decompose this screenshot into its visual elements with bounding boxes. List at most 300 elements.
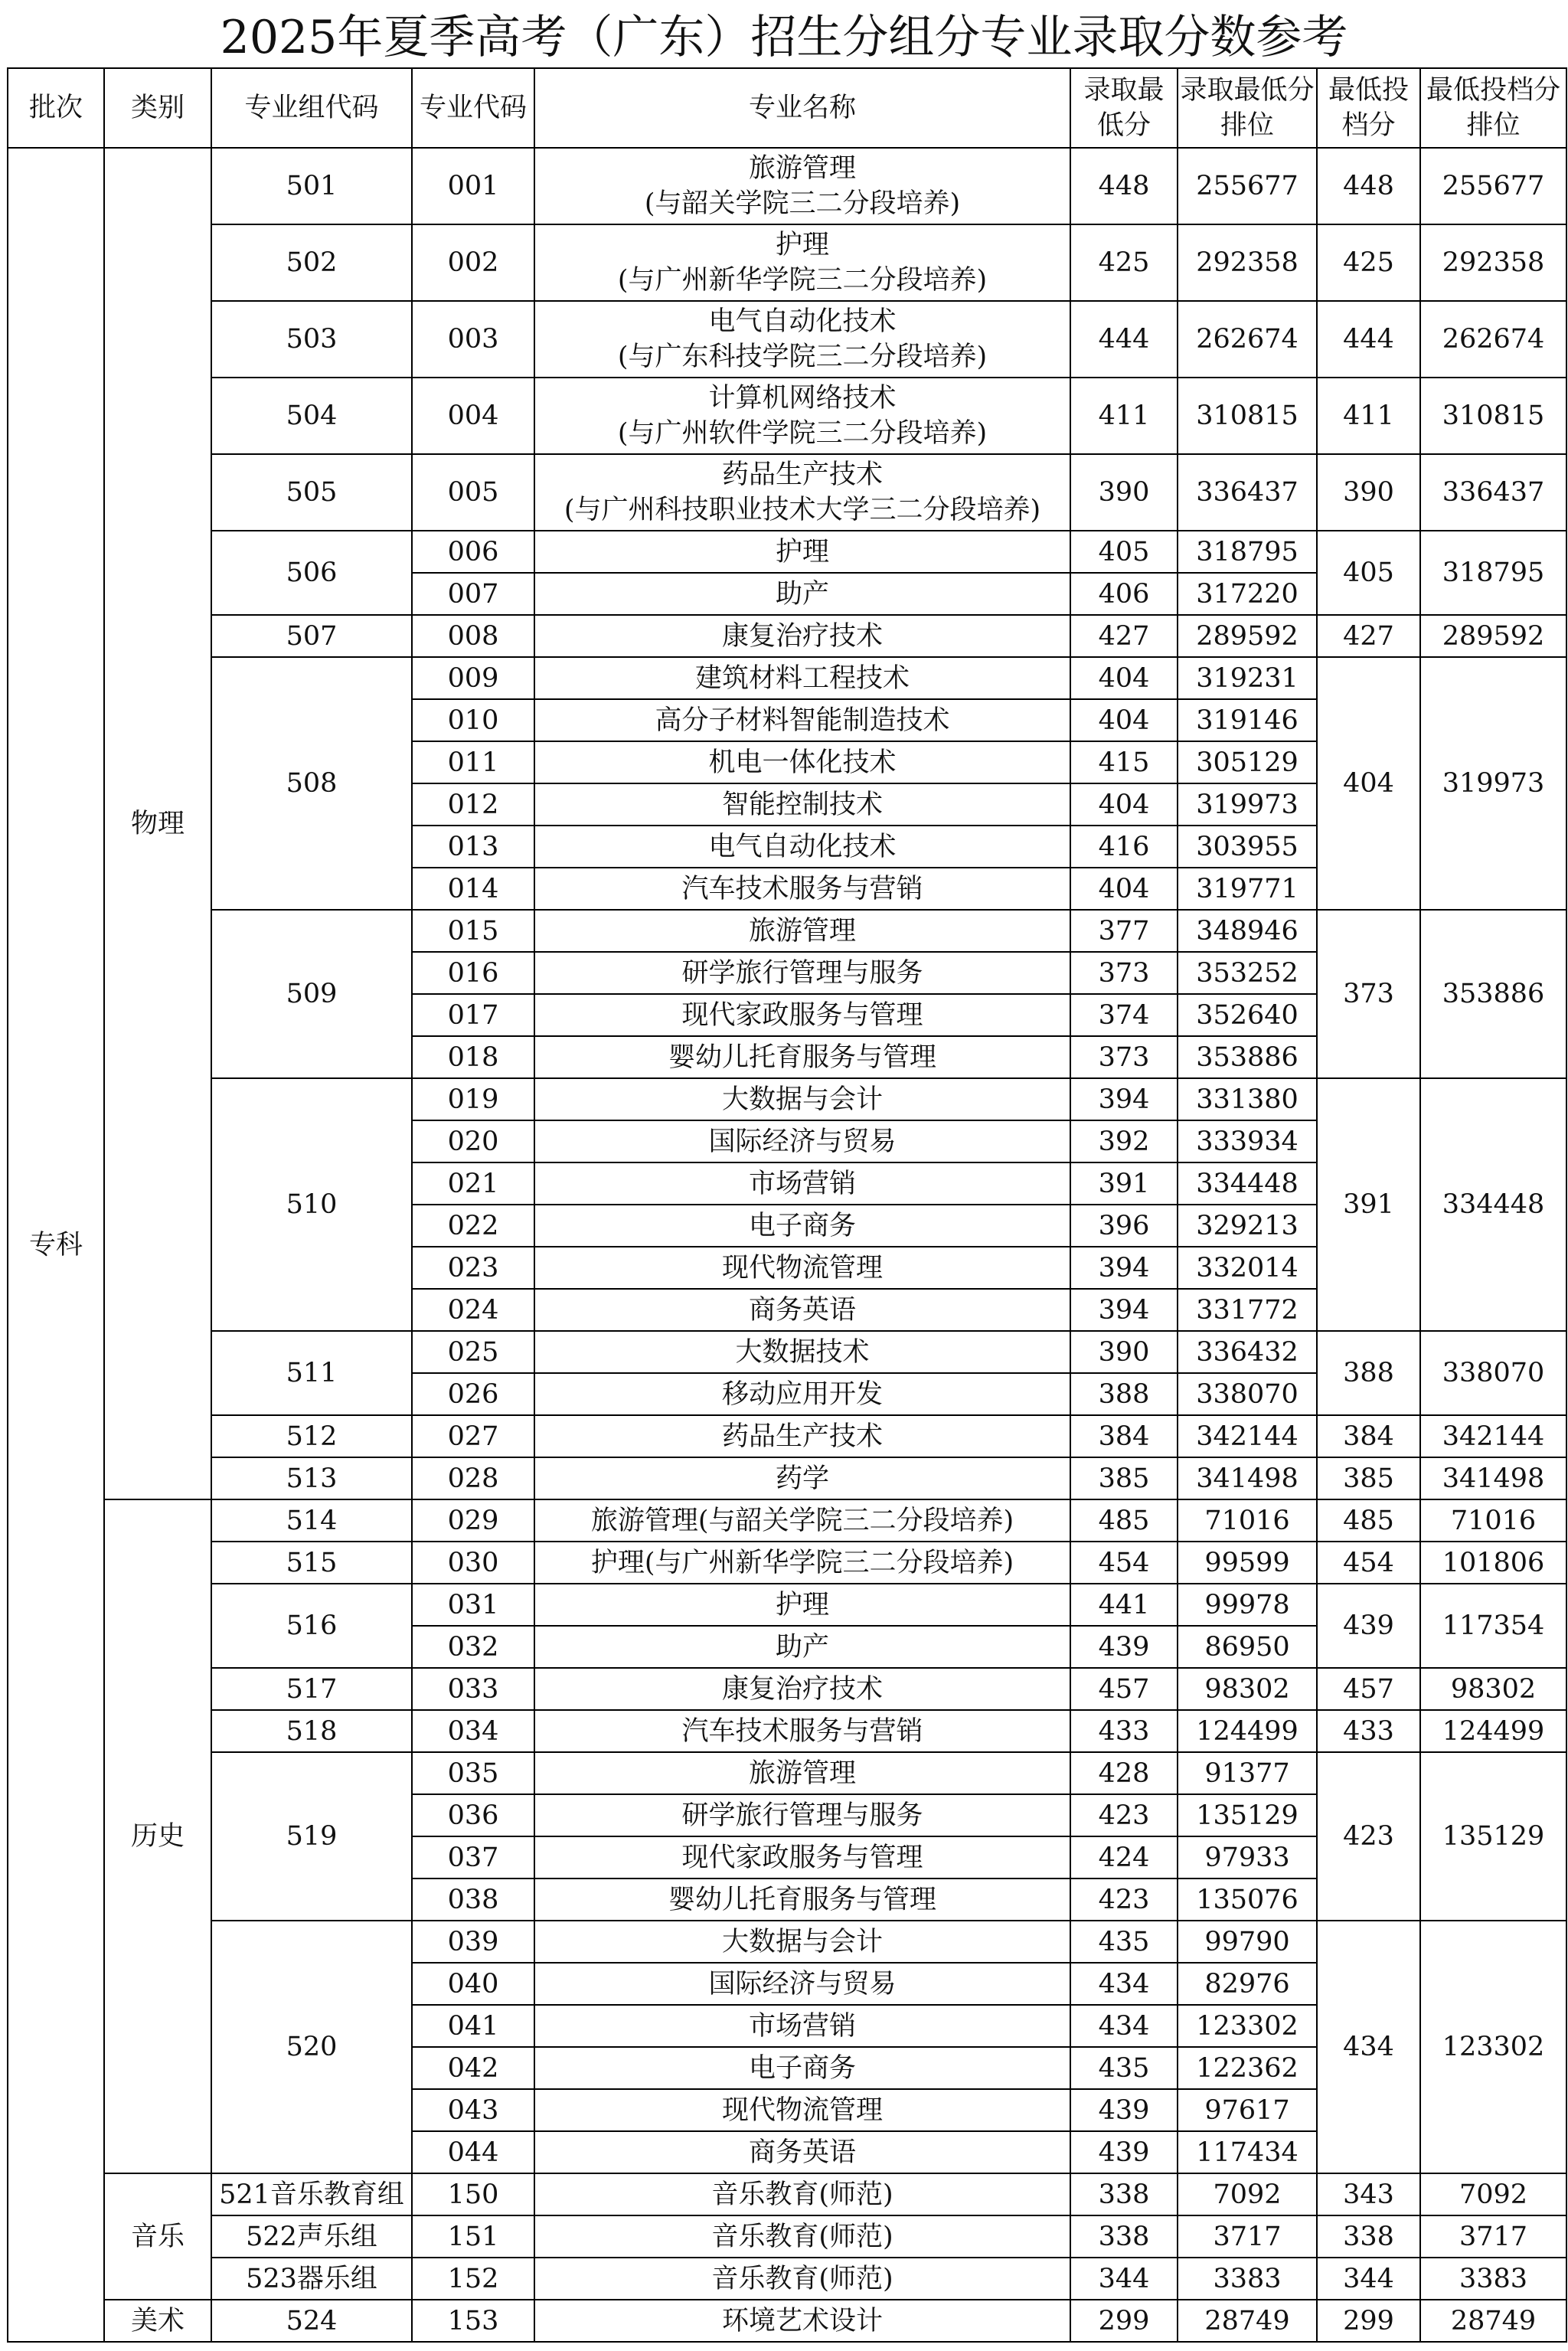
min-file-score-cell: 425 [1317,224,1420,301]
min-rank-cell: 82976 [1178,1963,1317,2005]
major-code-cell: 013 [412,826,534,868]
min-score-cell: 439 [1070,2131,1178,2173]
major-code-cell: 028 [412,1457,534,1499]
major-code-cell: 030 [412,1542,534,1584]
min-file-rank-cell: 336437 [1420,454,1566,531]
min-score-cell: 423 [1070,1794,1178,1836]
table-row [8,224,1566,301]
table-row [8,378,1566,454]
major-code-cell: 031 [412,1584,534,1626]
min-file-rank-cell: 117354 [1420,1584,1566,1668]
group-code-cell: 519 [211,1752,412,1921]
min-file-rank-cell: 135129 [1420,1752,1566,1921]
table-row [8,1584,1566,1626]
major-code-cell: 017 [412,994,534,1036]
major-code-cell: 023 [412,1247,534,1289]
min-score-cell: 338 [1070,2215,1178,2258]
min-file-score-cell: 427 [1317,615,1420,657]
min-file-score-cell: 344 [1317,2258,1420,2300]
min-file-rank-cell: 98302 [1420,1668,1566,1710]
major-name-cell [534,2300,1070,2342]
major-name-cell [534,2215,1070,2258]
min-file-rank-cell: 310815 [1420,378,1566,454]
min-rank-cell: 332014 [1178,1247,1317,1289]
major-code-cell: 024 [412,1289,534,1331]
header-row [8,68,1566,148]
batch-cell: 专科 [8,148,104,2342]
group-code-cell: 505 [211,454,412,531]
major-name-cell [534,657,1070,699]
major-name: 研学旅行管理与服务 [681,1800,923,1831]
min-score-cell: 391 [1070,1162,1178,1205]
major-code-cell: 020 [412,1120,534,1162]
major-name-cell [534,741,1070,783]
min-rank-cell: 336437 [1178,454,1317,531]
min-file-rank-cell: 334448 [1420,1078,1566,1331]
min-file-rank-cell: 71016 [1420,1499,1566,1542]
major-code-cell: 001 [412,148,534,224]
min-rank-cell: 97933 [1178,1836,1317,1879]
min-rank-cell: 341498 [1178,1457,1317,1499]
major-name: 市场营销 [748,1168,856,1199]
min-score-cell: 299 [1070,2300,1178,2342]
major-name: 药品生产技术 [721,459,883,490]
major-name-cell [534,301,1070,378]
major-name-cell [534,1584,1070,1626]
group-code-cell: 506 [211,531,412,615]
table-row [8,1710,1566,1752]
min-rank-cell: 123302 [1178,2005,1317,2047]
major-name-cell [534,2089,1070,2131]
major-name: 现代物流管理 [721,2094,883,2126]
min-score-cell: 404 [1070,868,1178,910]
major-code-cell: 010 [412,699,534,741]
major-name-cell [534,1331,1070,1373]
min-score-cell: 404 [1070,783,1178,826]
major-name: 国际经济与贸易 [708,1968,897,1999]
min-rank-cell: 117434 [1178,2131,1317,2173]
min-file-rank-cell: 289592 [1420,615,1566,657]
major-code-cell: 026 [412,1373,534,1415]
min-score-cell: 394 [1070,1247,1178,1289]
major-name-cell [534,2258,1070,2300]
min-file-score-cell: 405 [1317,531,1420,615]
major-code-cell: 040 [412,1963,534,2005]
min-file-score-cell: 338 [1317,2215,1420,2258]
group-code-cell: 510 [211,1078,412,1331]
group-code-cell: 522声乐组 [211,2215,412,2258]
page-title: 2025年夏季高考（广东）招生分组分专业录取分数参考 [220,11,1348,64]
min-score-cell: 434 [1070,1963,1178,2005]
min-file-score-cell: 373 [1317,910,1420,1078]
table-row [8,1415,1566,1457]
major-code-cell: 016 [412,952,534,994]
min-score-cell: 373 [1070,1036,1178,1078]
major-code-cell: 015 [412,910,534,952]
min-score-cell: 411 [1070,378,1178,454]
min-file-score-cell: 448 [1317,148,1420,224]
min-rank-cell: 352640 [1178,994,1317,1036]
major-name: 助产 [775,1631,829,1663]
major-name-note: (与广州科技职业技术大学三二分段培养) [564,495,1041,525]
major-code-cell: 027 [412,1415,534,1457]
major-name: 现代物流管理 [721,1252,883,1283]
table-row [8,1078,1566,1120]
min-rank-cell: 292358 [1178,224,1317,301]
major-name: 现代家政服务与管理 [681,1842,923,1873]
major-name-cell [534,868,1070,910]
min-score-cell: 390 [1070,454,1178,531]
min-score-cell: 444 [1070,301,1178,378]
group-code-cell: 501 [211,148,412,224]
min-score-cell: 344 [1070,2258,1178,2300]
major-name-note: (与广州新华学院三二分段培养) [617,265,988,296]
min-rank-cell: 329213 [1178,1205,1317,1247]
min-file-score-cell: 391 [1317,1078,1420,1331]
min-file-rank-cell: 3383 [1420,2258,1566,2300]
min-score-cell: 439 [1070,2089,1178,2131]
major-code-cell: 019 [412,1078,534,1120]
min-rank-cell: 348946 [1178,910,1317,952]
min-rank-cell: 7092 [1178,2173,1317,2215]
major-code-cell: 153 [412,2300,534,2342]
major-code-cell: 022 [412,1205,534,1247]
major-name: 旅游管理(与韶关学院三二分段培养) [590,1505,1014,1536]
group-code-cell: 516 [211,1584,412,1668]
major-name-cell [534,1120,1070,1162]
min-rank-cell: 334448 [1178,1162,1317,1205]
major-code-cell: 008 [412,615,534,657]
major-code-cell: 007 [412,573,534,615]
major-name-cell [534,1921,1070,1963]
table-row [8,615,1566,657]
min-file-rank-cell: 101806 [1420,1542,1566,1584]
min-file-score-cell: 384 [1317,1415,1420,1457]
min-rank-cell: 99599 [1178,1542,1317,1584]
major-name: 国际经济与贸易 [708,1126,897,1157]
group-code-cell: 513 [211,1457,412,1499]
major-name: 环境艺术设计 [721,2305,883,2336]
major-name-cell [534,1752,1070,1794]
major-name-cell [534,1499,1070,1542]
major-name: 婴幼儿托育服务与管理 [668,1884,936,1915]
min-score-cell: 394 [1070,1078,1178,1120]
major-name: 移动应用开发 [721,1378,883,1410]
major-name: 护理 [775,230,829,260]
min-file-rank-cell: 292358 [1420,224,1566,301]
major-name: 护理 [775,1589,829,1620]
admission-score-table [7,67,1567,2343]
min-rank-cell: 318795 [1178,531,1317,573]
major-name: 大数据与会计 [721,1084,883,1115]
major-name-cell [534,224,1070,301]
major-name: 旅游管理 [748,1758,856,1789]
major-name: 机电一体化技术 [708,747,897,778]
table-row [8,1542,1566,1584]
min-score-cell: 384 [1070,1415,1178,1457]
min-rank-cell: 135129 [1178,1794,1317,1836]
major-name-cell [534,1036,1070,1078]
min-rank-cell: 3383 [1178,2258,1317,2300]
min-score-cell: 435 [1070,1921,1178,1963]
major-name-cell [534,1626,1070,1668]
min-file-score-cell: 457 [1317,1668,1420,1710]
table-row [8,2300,1566,2342]
major-name: 旅游管理 [748,153,856,184]
major-name: 商务英语 [748,1294,856,1326]
major-code-cell: 037 [412,1836,534,1879]
min-rank-cell: 97617 [1178,2089,1317,2131]
table-row [8,1331,1566,1373]
min-rank-cell: 317220 [1178,573,1317,615]
min-rank-cell: 336432 [1178,1331,1317,1373]
min-file-score-cell: 433 [1317,1710,1420,1752]
major-name-cell [534,1542,1070,1584]
table-row [8,910,1566,952]
table-row [8,1457,1566,1499]
min-file-score-cell: 385 [1317,1457,1420,1499]
min-file-rank-cell: 318795 [1420,531,1566,615]
major-name: 智能控制技术 [721,789,883,820]
min-file-score-cell: 444 [1317,301,1420,378]
min-rank-cell: 303955 [1178,826,1317,868]
major-name: 建筑材料工程技术 [694,662,910,694]
min-file-rank-cell: 342144 [1420,1415,1566,1457]
major-name-cell [534,699,1070,741]
min-file-rank-cell: 7092 [1420,2173,1566,2215]
min-file-rank-cell: 319973 [1420,657,1566,910]
min-file-score-cell: 343 [1317,2173,1420,2215]
major-name: 药品生产技术 [721,1421,883,1452]
major-code-cell: 036 [412,1794,534,1836]
min-rank-cell: 353886 [1178,1036,1317,1078]
table-row [8,657,1566,699]
group-code-cell: 515 [211,1542,412,1584]
min-rank-cell: 99978 [1178,1584,1317,1626]
major-name: 研学旅行管理与服务 [681,957,923,989]
major-name-cell [534,1836,1070,1879]
min-rank-cell: 262674 [1178,301,1317,378]
min-rank-cell: 333934 [1178,1120,1317,1162]
min-rank-cell: 122362 [1178,2047,1317,2089]
major-name-cell [534,910,1070,952]
header-major-code: 专业代码 [412,68,534,148]
major-name-cell [534,1247,1070,1289]
major-name-cell [534,531,1070,573]
min-score-cell: 385 [1070,1457,1178,1499]
min-rank-cell: 338070 [1178,1373,1317,1415]
major-code-cell: 032 [412,1626,534,1668]
major-name-cell [534,1289,1070,1331]
group-code-cell: 518 [211,1710,412,1752]
min-score-cell: 423 [1070,1879,1178,1921]
major-code-cell: 034 [412,1710,534,1752]
major-code-cell: 044 [412,2131,534,2173]
major-name-cell [534,1162,1070,1205]
major-code-cell: 009 [412,657,534,699]
major-name: 商务英语 [748,2137,856,2168]
min-score-cell: 373 [1070,952,1178,994]
min-score-cell: 439 [1070,1626,1178,1668]
major-name-cell [534,994,1070,1036]
min-rank-cell: 319231 [1178,657,1317,699]
min-file-score-cell: 454 [1317,1542,1420,1584]
table-row [8,2215,1566,2258]
min-rank-cell: 135076 [1178,1879,1317,1921]
major-name: 康复治疗技术 [721,620,883,652]
min-score-cell: 454 [1070,1542,1178,1584]
min-score-cell: 433 [1070,1710,1178,1752]
major-code-cell: 011 [412,741,534,783]
major-name: 旅游管理 [748,915,856,947]
min-rank-cell: 331380 [1178,1078,1317,1120]
major-code-cell: 035 [412,1752,534,1794]
min-score-cell: 427 [1070,615,1178,657]
major-name-cell [534,454,1070,531]
min-score-cell: 394 [1070,1289,1178,1331]
major-code-cell: 151 [412,2215,534,2258]
min-file-score-cell: 390 [1317,454,1420,531]
major-name-cell [534,2131,1070,2173]
min-score-cell: 435 [1070,2047,1178,2089]
major-name-note: (与广州软件学院三二分段培养) [617,418,988,449]
table-row [8,1752,1566,1794]
min-score-cell: 377 [1070,910,1178,952]
table-row [8,1499,1566,1542]
min-score-cell: 404 [1070,699,1178,741]
min-score-cell: 485 [1070,1499,1178,1542]
header-min-score: 录取最低分 [1070,68,1178,148]
min-rank-cell: 353252 [1178,952,1317,994]
min-file-score-cell: 404 [1317,657,1420,910]
major-name: 助产 [775,578,829,610]
min-rank-cell: 305129 [1178,741,1317,783]
major-name-cell [534,1373,1070,1415]
major-name: 现代家政服务与管理 [681,999,923,1031]
min-score-cell: 441 [1070,1584,1178,1626]
min-file-score-cell: 485 [1317,1499,1420,1542]
group-code-cell: 504 [211,378,412,454]
table-row [8,531,1566,573]
table-row [8,2173,1566,2215]
group-code-cell: 502 [211,224,412,301]
major-code-cell: 006 [412,531,534,573]
min-rank-cell: 289592 [1178,615,1317,657]
major-code-cell: 002 [412,224,534,301]
major-name-cell [534,1415,1070,1457]
min-rank-cell: 86950 [1178,1626,1317,1668]
min-score-cell: 415 [1070,741,1178,783]
min-score-cell: 396 [1070,1205,1178,1247]
min-rank-cell: 71016 [1178,1499,1317,1542]
major-name-cell [534,615,1070,657]
min-file-rank-cell: 3717 [1420,2215,1566,2258]
header-min-rank: 录取最低分排位 [1178,68,1317,148]
major-name: 计算机网络技术 [708,383,897,414]
major-name-note: (与广东科技学院三二分段培养) [617,342,988,372]
major-code-cell: 042 [412,2047,534,2089]
group-code-cell: 524 [211,2300,412,2342]
major-code-cell: 025 [412,1331,534,1373]
min-rank-cell: 124499 [1178,1710,1317,1752]
min-score-cell: 390 [1070,1331,1178,1373]
min-score-cell: 424 [1070,1836,1178,1879]
min-rank-cell: 255677 [1178,148,1317,224]
table-row [8,1921,1566,1963]
major-name-cell [534,1078,1070,1120]
min-score-cell: 405 [1070,531,1178,573]
group-code-cell: 523器乐组 [211,2258,412,2300]
min-file-rank-cell: 262674 [1420,301,1566,378]
table-row [8,148,1566,224]
category-cell: 历史 [104,1499,211,2173]
major-name: 高分子材料智能制造技术 [655,705,950,736]
min-score-cell: 425 [1070,224,1178,301]
header-min-file-score: 最低投档分 [1317,68,1420,148]
min-score-cell: 392 [1070,1120,1178,1162]
major-name: 电气自动化技术 [708,306,897,337]
major-code-cell: 038 [412,1879,534,1921]
major-name-cell [534,1710,1070,1752]
major-code-cell: 018 [412,1036,534,1078]
category-cell: 音乐 [104,2173,211,2300]
min-score-cell: 434 [1070,2005,1178,2047]
group-code-cell: 520 [211,1921,412,2173]
group-code-cell: 521音乐教育组 [211,2173,412,2215]
major-name: 电子商务 [748,2052,856,2084]
major-name: 音乐教育(师范) [711,2179,893,2210]
major-name-cell [534,1668,1070,1710]
min-rank-cell: 319771 [1178,868,1317,910]
category-cell: 美术 [104,2300,211,2342]
major-name-cell [534,952,1070,994]
major-code-cell: 041 [412,2005,534,2047]
header-min-file-rank: 最低投档分排位 [1420,68,1566,148]
min-score-cell: 416 [1070,826,1178,868]
min-score-cell: 448 [1070,148,1178,224]
major-name: 电气自动化技术 [708,831,897,862]
major-code-cell: 021 [412,1162,534,1205]
header-category: 类别 [104,68,211,148]
major-code-cell: 005 [412,454,534,531]
min-file-score-cell: 411 [1317,378,1420,454]
group-code-cell: 511 [211,1331,412,1415]
major-name: 康复治疗技术 [721,1673,883,1705]
min-file-rank-cell: 123302 [1420,1921,1566,2173]
major-code-cell: 004 [412,378,534,454]
group-code-cell: 514 [211,1499,412,1542]
major-name-cell [534,573,1070,615]
major-name-note: (与韶关学院三二分段培养) [644,188,961,219]
major-code-cell: 152 [412,2258,534,2300]
min-score-cell: 428 [1070,1752,1178,1794]
major-name: 大数据与会计 [721,1926,883,1957]
major-name-cell [534,1963,1070,2005]
major-name-cell [534,1205,1070,1247]
min-rank-cell: 310815 [1178,378,1317,454]
group-code-cell: 507 [211,615,412,657]
major-name: 市场营销 [748,2010,856,2042]
major-name: 护理(与广州新华学院三二分段培养) [590,1547,1014,1578]
major-code-cell: 033 [412,1668,534,1710]
min-file-rank-cell: 255677 [1420,148,1566,224]
major-name: 汽车技术服务与营销 [681,1715,923,1747]
major-code-cell: 012 [412,783,534,826]
group-code-cell: 512 [211,1415,412,1457]
min-score-cell: 388 [1070,1373,1178,1415]
table-row [8,454,1566,531]
major-name-cell [534,378,1070,454]
